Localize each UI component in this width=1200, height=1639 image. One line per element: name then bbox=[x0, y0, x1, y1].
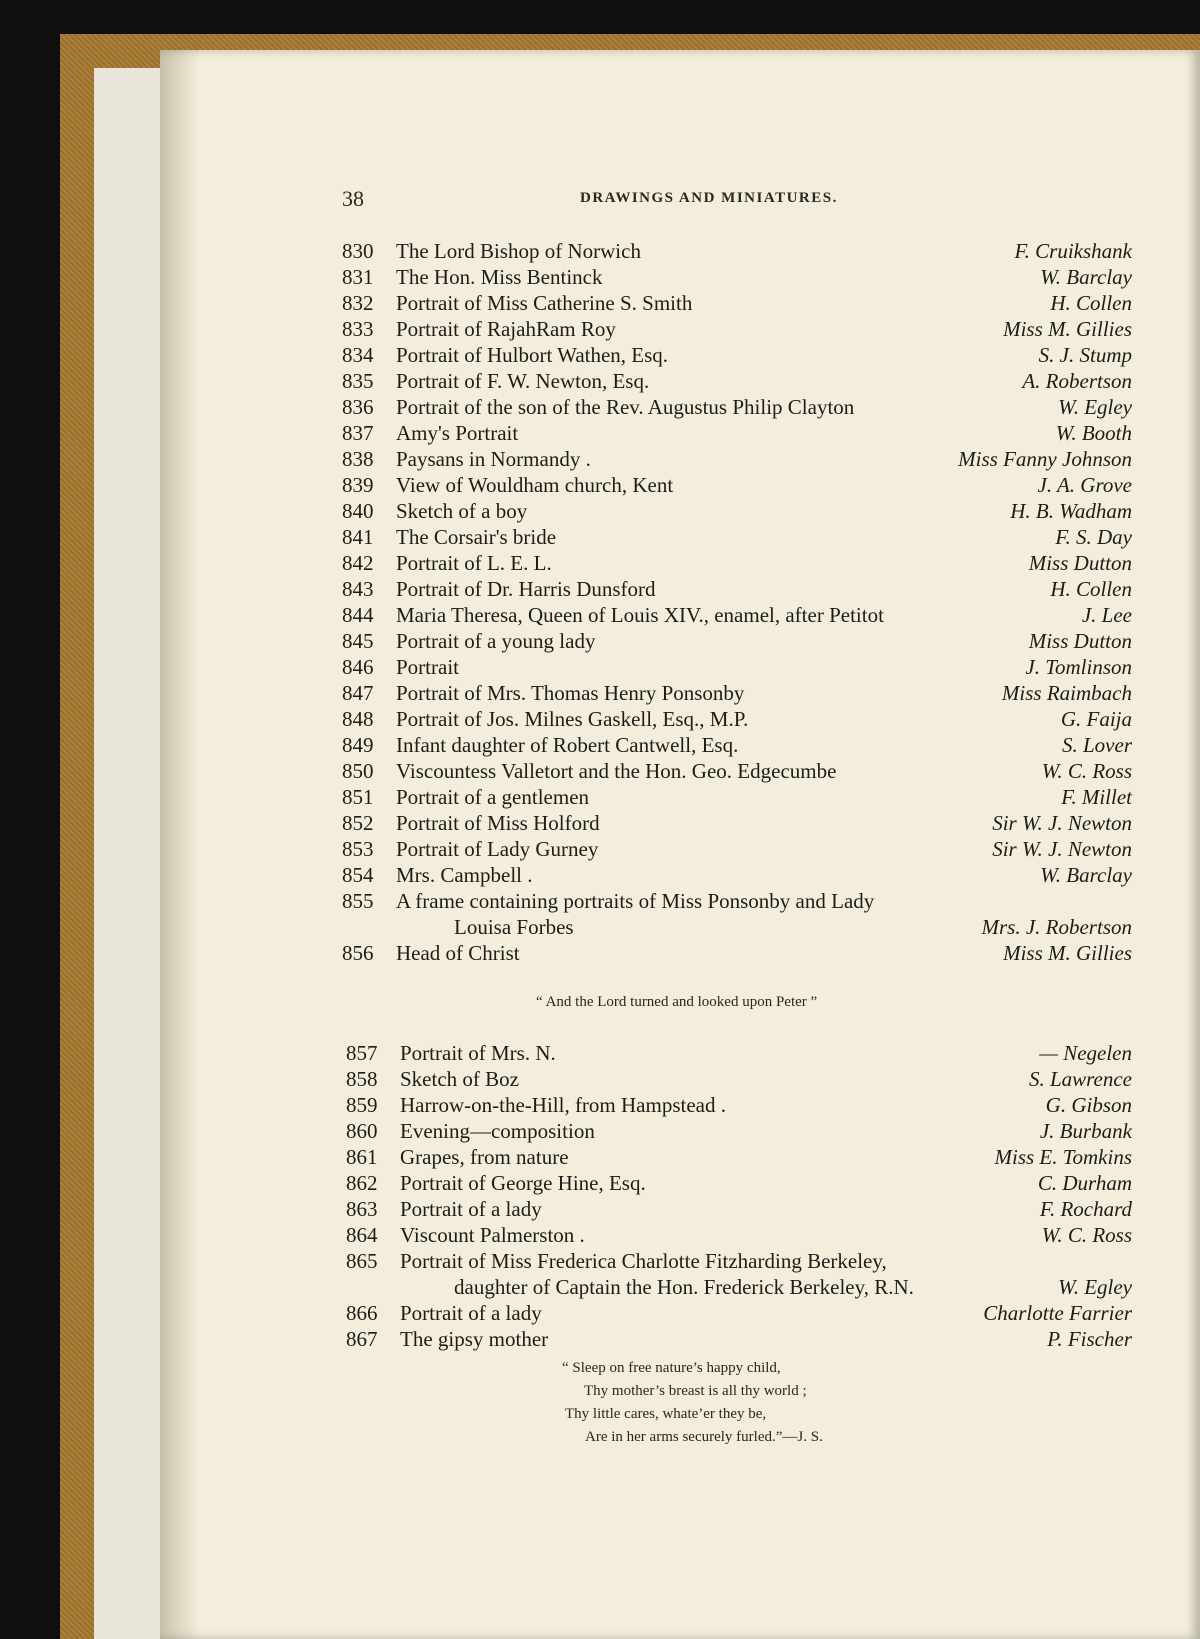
entry-artist: J. Burbank bbox=[1039, 1119, 1132, 1143]
catalogue-entry bbox=[346, 1066, 1132, 1093]
catalogue-entry bbox=[346, 1170, 1132, 1197]
entry-artist: F. S. Day bbox=[1055, 525, 1132, 549]
entry-number: 858 bbox=[346, 1067, 378, 1091]
catalogue-entry bbox=[342, 550, 1132, 577]
entry-title: Portrait of Mrs. Thomas Henry Ponsonby bbox=[396, 681, 745, 705]
entry-artist: W. Egley bbox=[1058, 1275, 1132, 1299]
catalogue-entry bbox=[342, 758, 1132, 785]
entry-title: Sketch of Boz bbox=[400, 1067, 519, 1091]
entry-title: Portrait of Hulbort Wathen, Esq. bbox=[396, 343, 669, 367]
entry-number: 844 bbox=[342, 603, 374, 627]
entry-title: A frame containing portraits of Miss Ponsonby and Lady bbox=[396, 889, 875, 913]
entry-artist: S. Lover bbox=[1062, 733, 1132, 757]
entry-artist: F. Millet bbox=[1061, 785, 1132, 809]
entry-title: Portrait of Miss Holford bbox=[396, 811, 600, 835]
entry-number: 860 bbox=[346, 1119, 378, 1143]
entry-title: Portrait of the son of the Rev. Augustus Philip Clayton bbox=[396, 395, 855, 419]
entry-title: Maria Theresa, Queen of Louis XIV., enamel, after Petitot bbox=[396, 603, 884, 627]
entry-title: Portrait of Miss Catherine S. Smith bbox=[396, 291, 693, 315]
entry-title: View of Wouldham church, Kent bbox=[396, 473, 674, 497]
catalogue-entry bbox=[346, 1326, 1132, 1353]
entry-number: 834 bbox=[342, 343, 374, 367]
entry-number: 838 bbox=[342, 447, 374, 471]
entry-title: Amy's Portrait bbox=[396, 421, 519, 445]
entry-artist: J. Tomlinson bbox=[1025, 655, 1132, 679]
entry-artist: J. A. Grove bbox=[1037, 473, 1132, 497]
entry-number: 850 bbox=[342, 759, 374, 783]
entry-number: 857 bbox=[346, 1041, 378, 1065]
entry-number: 846 bbox=[342, 655, 374, 679]
entry-title: daughter of Captain the Hon. Frederick Berkeley, R.N. bbox=[454, 1275, 914, 1299]
entry-artist: W. Barclay bbox=[1040, 265, 1132, 289]
entry-number: 847 bbox=[342, 681, 374, 705]
entry-title: The Lord Bishop of Norwich bbox=[396, 239, 641, 263]
catalogue-entry bbox=[342, 576, 1132, 603]
catalogue-entry bbox=[342, 732, 1132, 759]
entry-number: 866 bbox=[346, 1301, 378, 1325]
entry-number: 837 bbox=[342, 421, 374, 445]
entry-title: Infant daughter of Robert Cantwell, Esq. bbox=[396, 733, 739, 757]
catalogue-entry bbox=[342, 836, 1132, 863]
entry-number: 849 bbox=[342, 733, 374, 757]
catalogue-entry bbox=[342, 680, 1132, 707]
entry-artist: — Negelen bbox=[1039, 1041, 1132, 1065]
entry-number: 862 bbox=[346, 1171, 378, 1195]
entry-number: 833 bbox=[342, 317, 374, 341]
entry-title: Portrait of Jos. Milnes Gaskell, Esq., M.P. bbox=[396, 707, 749, 731]
entry-title: Portrait of Dr. Harris Dunsford bbox=[396, 577, 656, 601]
entry-number: 863 bbox=[346, 1197, 378, 1221]
entry-title: Viscountess Valletort and the Hon. Geo. Edgecumbe bbox=[396, 759, 837, 783]
entry-number: 853 bbox=[342, 837, 374, 861]
catalogue-entry bbox=[342, 810, 1132, 837]
entry-number: 865 bbox=[346, 1249, 378, 1273]
entry-title: Portrait of a young lady bbox=[396, 629, 596, 653]
entry-title: Evening—composition bbox=[400, 1119, 595, 1143]
entry-number: 840 bbox=[342, 499, 374, 523]
entry-number: 839 bbox=[342, 473, 374, 497]
catalogue-entry bbox=[342, 914, 1132, 941]
entry-artist: J. Lee bbox=[1081, 603, 1132, 627]
entry-number: 864 bbox=[346, 1223, 378, 1247]
entry-artist: G. Faija bbox=[1060, 707, 1132, 731]
catalogue-entry bbox=[342, 420, 1132, 447]
entry-number: 831 bbox=[342, 265, 374, 289]
poem-line: Are in her arms securely furled.”—J. S. bbox=[585, 1429, 823, 1445]
catalogue-entry bbox=[342, 498, 1132, 525]
catalogue-entry bbox=[342, 524, 1132, 551]
entry-title: Paysans in Normandy . bbox=[396, 447, 591, 471]
entry-title: The Hon. Miss Bentinck bbox=[396, 265, 603, 289]
catalogue-entry bbox=[342, 654, 1132, 681]
entry-artist: W. Booth bbox=[1055, 421, 1132, 445]
entry-artist: C. Durham bbox=[1037, 1171, 1132, 1195]
entry-number: 841 bbox=[342, 525, 374, 549]
entry-number: 848 bbox=[342, 707, 374, 731]
catalogue-entry bbox=[342, 238, 1132, 265]
entry-number: 835 bbox=[342, 369, 374, 393]
entry-artist: Miss M. Gillies bbox=[1003, 317, 1132, 341]
catalogue-entry bbox=[342, 862, 1132, 889]
catalogue-entry bbox=[342, 888, 1132, 915]
catalogue-entry bbox=[342, 342, 1132, 369]
catalogue-entry bbox=[342, 368, 1132, 395]
catalogue-entry bbox=[342, 264, 1132, 291]
entry-artist: S. J. Stump bbox=[1038, 343, 1132, 367]
catalogue-entry bbox=[346, 1092, 1132, 1119]
entry-number: 855 bbox=[342, 889, 374, 913]
catalogue-entry bbox=[346, 1118, 1132, 1145]
entry-number: 854 bbox=[342, 863, 374, 887]
catalogue-entry bbox=[342, 706, 1132, 733]
entry-artist: S. Lawrence bbox=[1028, 1067, 1132, 1091]
catalogue-entry bbox=[342, 316, 1132, 343]
entry-title: The gipsy mother bbox=[400, 1327, 549, 1351]
entry-artist: Miss Fanny Johnson bbox=[958, 447, 1132, 471]
catalogue-entry bbox=[342, 940, 1132, 967]
entry-title: Viscount Palmerston . bbox=[400, 1223, 585, 1247]
entry-title: Sketch of a boy bbox=[396, 499, 528, 523]
entry-artist: W. C. Ross bbox=[1041, 759, 1132, 783]
entry-number: 867 bbox=[346, 1327, 378, 1351]
entry-artist: W. C. Ross bbox=[1041, 1223, 1132, 1247]
entry-title: Portrait of a lady bbox=[400, 1301, 542, 1325]
entry-artist: Miss Dutton bbox=[1028, 551, 1132, 575]
page-number: 38 bbox=[342, 186, 364, 211]
entry-title: Portrait of Mrs. N. bbox=[400, 1041, 556, 1065]
catalogue-entry bbox=[346, 1248, 1132, 1275]
entry-title: Mrs. Campbell . bbox=[396, 863, 533, 887]
entry-title: Grapes, from nature bbox=[400, 1145, 569, 1169]
entry-artist: H. Collen bbox=[1050, 291, 1132, 315]
catalogue-entry bbox=[346, 1196, 1132, 1223]
catalogue-entry bbox=[342, 628, 1132, 655]
poem-line: Thy little cares, whate’er they be, bbox=[565, 1406, 767, 1422]
catalogue-entry bbox=[342, 784, 1132, 811]
entry-title: Harrow-on-the-Hill, from Hampstead . bbox=[400, 1093, 726, 1117]
poem-line: Thy mother’s breast is all thy world ; bbox=[584, 1383, 807, 1399]
catalogue-entry bbox=[346, 1222, 1132, 1249]
entry-title: Portrait bbox=[396, 655, 459, 679]
entry-title: Portrait of L. E. L. bbox=[396, 551, 552, 575]
quote-856: “ And the Lord turned and looked upon Peter ” bbox=[536, 994, 818, 1010]
poem-line: “ Sleep on free nature’s happy child, bbox=[562, 1360, 781, 1376]
entry-title: Portrait of a gentlemen bbox=[396, 785, 590, 809]
catalogue-entry bbox=[342, 446, 1132, 473]
catalogue-entry bbox=[342, 290, 1132, 317]
entry-number: 832 bbox=[342, 291, 374, 315]
entry-title: Louisa Forbes bbox=[454, 915, 574, 939]
entry-number: 852 bbox=[342, 811, 374, 835]
entry-artist: Miss Dutton bbox=[1028, 629, 1132, 653]
entry-title: Portrait of RajahRam Roy bbox=[396, 317, 616, 341]
entry-number: 845 bbox=[342, 629, 374, 653]
catalogue-entry bbox=[346, 1274, 1132, 1301]
entry-title: Portrait of F. W. Newton, Esq. bbox=[396, 369, 650, 393]
entry-artist: Sir W. J. Newton bbox=[992, 811, 1132, 835]
entry-artist: Miss Raimbach bbox=[1001, 681, 1132, 705]
catalogue-entry bbox=[342, 394, 1132, 421]
entry-number: 851 bbox=[342, 785, 374, 809]
entry-number: 861 bbox=[346, 1145, 378, 1169]
entry-title: Portrait of Lady Gurney bbox=[396, 837, 599, 861]
entry-artist: A. Robertson bbox=[1022, 369, 1132, 393]
entry-artist: F. Rochard bbox=[1039, 1197, 1132, 1221]
entry-title: The Corsair's bride bbox=[396, 525, 557, 549]
entry-number: 856 bbox=[342, 941, 374, 965]
catalogue-entry bbox=[346, 1040, 1132, 1067]
entry-artist: W. Barclay bbox=[1040, 863, 1132, 887]
entry-artist: H. B. Wadham bbox=[1010, 499, 1132, 523]
entry-number: 842 bbox=[342, 551, 374, 575]
entry-number: 830 bbox=[342, 239, 374, 263]
entry-number: 843 bbox=[342, 577, 374, 601]
entry-number: 836 bbox=[342, 395, 374, 419]
entry-title: Portrait of Miss Frederica Charlotte Fitzharding Berkeley, bbox=[400, 1249, 887, 1273]
entry-artist: Mrs. J. Robertson bbox=[981, 915, 1132, 939]
entry-artist: Sir W. J. Newton bbox=[992, 837, 1132, 861]
catalogue-entry bbox=[342, 602, 1132, 629]
entry-artist: P. Fischer bbox=[1047, 1327, 1132, 1351]
page-heading: DRAWINGS AND MINIATURES. bbox=[580, 190, 838, 206]
entry-artist: Charlotte Farrier bbox=[983, 1301, 1132, 1325]
catalogue-entry bbox=[346, 1144, 1132, 1171]
entry-title: Head of Christ bbox=[396, 941, 520, 965]
entry-artist: Miss M. Gillies bbox=[1003, 941, 1132, 965]
entry-artist: F. Cruikshank bbox=[1014, 239, 1132, 263]
catalogue-entry bbox=[346, 1300, 1132, 1327]
catalogue-entry bbox=[342, 472, 1132, 499]
entry-number: 859 bbox=[346, 1093, 378, 1117]
entry-artist: G. Gibson bbox=[1045, 1093, 1132, 1117]
entry-artist: W. Egley bbox=[1058, 395, 1132, 419]
entry-artist: H. Collen bbox=[1050, 577, 1132, 601]
entry-artist: Miss E. Tomkins bbox=[994, 1145, 1132, 1169]
entry-title: Portrait of George Hine, Esq. bbox=[400, 1171, 646, 1195]
entry-title: Portrait of a lady bbox=[400, 1197, 542, 1221]
